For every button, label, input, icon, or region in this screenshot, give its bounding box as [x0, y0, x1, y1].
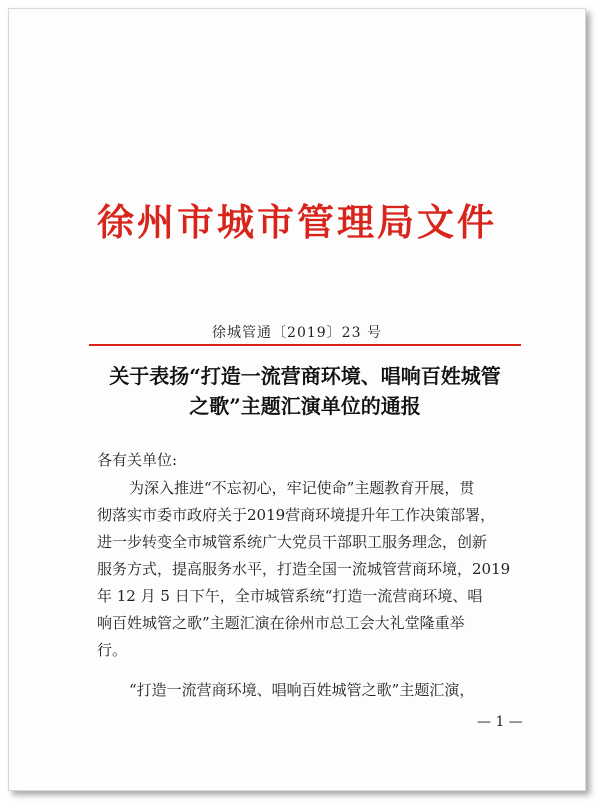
document-header-title: 徐州市城市管理局文件 [97, 200, 497, 244]
salutation: 各有关单位: [97, 451, 178, 469]
paragraph-line: 彻落实市委市政府关于2019营商环境提升年工作决策部署， [97, 506, 496, 524]
body-paragraph-1 [97, 475, 517, 664]
page-number: — 1 — [477, 714, 523, 730]
paragraph-line: “打造一流营商环境、唱响百姓城管之歌”主题汇演， [129, 681, 475, 699]
paragraph-line: 行。 [97, 641, 128, 659]
document-page [8, 8, 586, 791]
document-number: 徐城管通〔2019〕23 号 [212, 325, 382, 341]
body-paragraph-2 [97, 677, 517, 704]
red-divider-line [89, 344, 521, 346]
notice-title [81, 361, 529, 421]
paragraph-line: 为深入推进“不忘初心，牢记使命”主题教育开展，贯 [129, 479, 475, 497]
paragraph-line: 年 12 月 5 日下午，全市城管系统“打造一流营商环境、唱 [97, 587, 483, 605]
paragraph-line: 进一步转变全市城管系统广大党员干部职工服务理念，创新 [97, 533, 488, 551]
paragraph-line: 响百姓城管之歌”主题汇演在徐州市总工会大礼堂隆重举 [97, 614, 465, 632]
notice-title-line: 之歌”主题汇演单位的通报 [189, 394, 421, 418]
notice-title-line: 关于表扬“打造一流营商环境、唱响百姓城管 [109, 364, 501, 388]
paragraph-line: 服务方式，提高服务水平，打造全国一流城管营商环境，2019 [97, 560, 511, 578]
